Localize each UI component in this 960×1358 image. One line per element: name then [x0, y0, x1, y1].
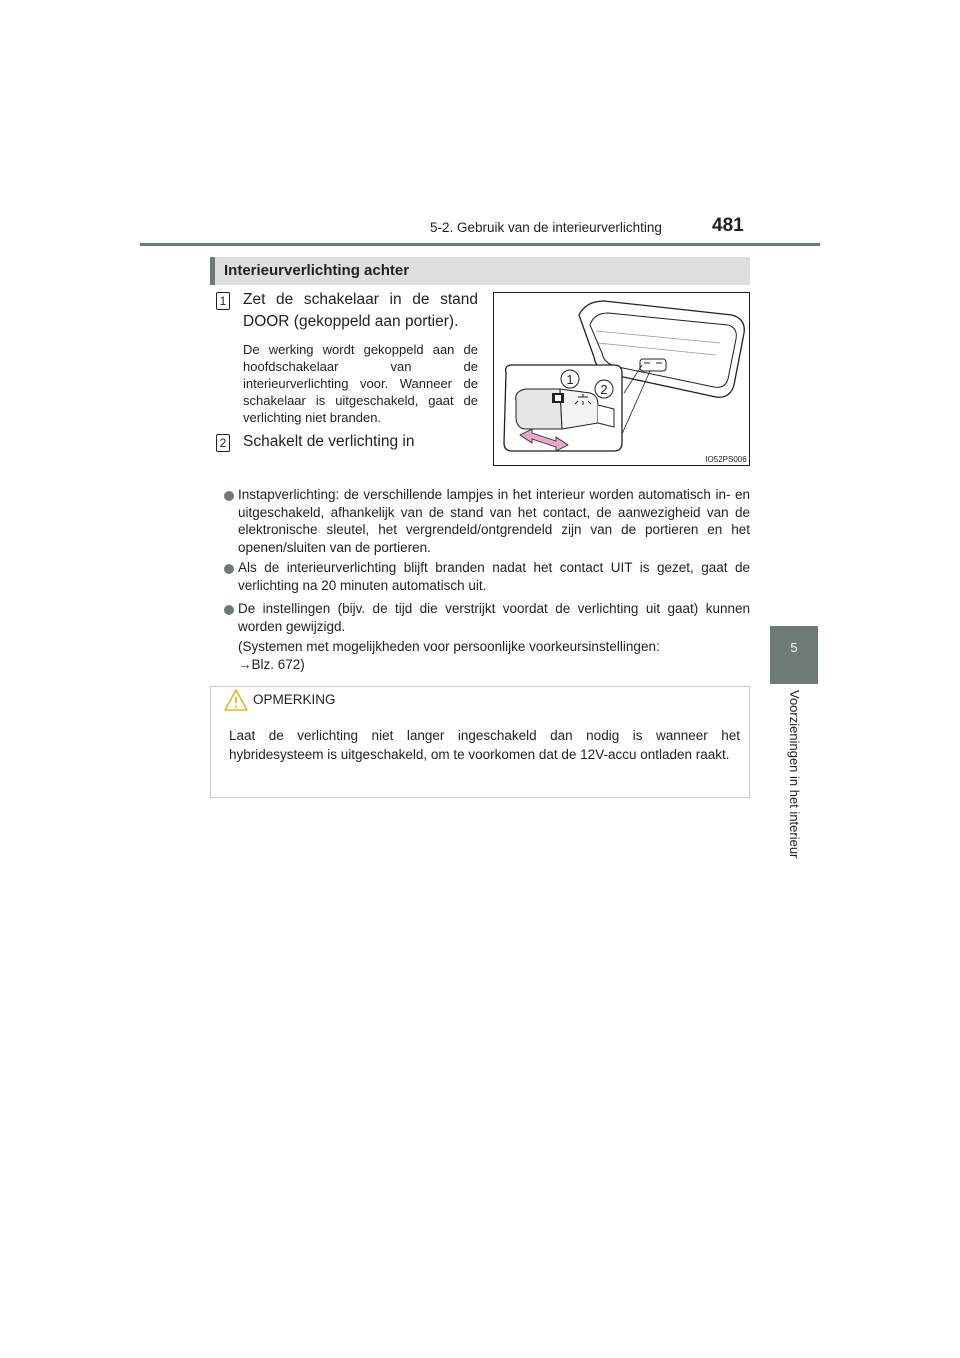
illustration-drawing [494, 293, 749, 465]
step-1-detail: De werking wordt gekoppeld aan de hoofdschakelaar van de interieurverlichting voor. Wanneer de schakelaar is uitgeschakeld, gaat de verlichting niet branden. [243, 342, 478, 425]
bullet-3: De instellingen (bijv. de tijd die verstrijkt voordat de verlichting uit gaat) kunnen worden gewijzigd. [238, 601, 750, 634]
step-number-2: 2 [216, 434, 230, 452]
bullet-icon [224, 605, 234, 615]
bullet-3-note: (Systemen met mogelijkheden voor persoonlijke voorkeursinstellingen: [238, 639, 660, 654]
illustration-code: IO52PS006 [705, 455, 747, 464]
page-number: 481 [712, 215, 744, 236]
chapter-number: 5 [790, 640, 798, 655]
notice-body: Laat de verlichting niet langer ingeschakeld dan nodig is wanneer het hybridesysteem is uitgeschakeld, om te voorkomen dat de 12V-accu ontladen raakt. [229, 728, 740, 762]
callout-1: 1 [566, 372, 574, 387]
section-title: Interieurverlichting achter [224, 262, 410, 279]
bullet-icon [224, 564, 234, 574]
door-switch-icon [552, 393, 564, 403]
warning-triangle-icon [223, 688, 249, 717]
bullet-icon [224, 491, 234, 501]
callout-2: 2 [600, 382, 608, 397]
bullet-2: Als de interieurverlichting blijft branden nadat het contact UIT is gezet, gaat de verlichting na 20 minuten automatisch uit. [238, 560, 750, 593]
running-header: 5-2. Gebruik van de interieurverlichting [430, 220, 662, 235]
bullet-3-ref: →Blz. 672) [238, 657, 305, 672]
step-number-1: 1 [216, 292, 230, 310]
step-2-text: Schakelt de verlichting in [243, 433, 415, 450]
section-heading-accent [210, 257, 215, 285]
chapter-tab [770, 626, 818, 684]
bullet-1: Instapverlichting: de verschillende lampjes in het interieur worden automatisch in- en uitgeschakeld, afhankelijk van de stand van het contact, de aanwezigheid van de elektronische sleutel, het vergrendeld/ontgrendeld zijn van de portieren en het openen/sluiten van de portieren. [238, 487, 750, 555]
step-1-text: Zet de schakelaar in de stand DOOR (gekoppeld aan portier). [243, 291, 478, 330]
notice-title: OPMERKING [253, 692, 336, 707]
header-rule [140, 243, 820, 246]
chapter-title: Voorzieningen in het interieur [787, 690, 802, 859]
rear-interior-light-illustration [493, 292, 750, 466]
